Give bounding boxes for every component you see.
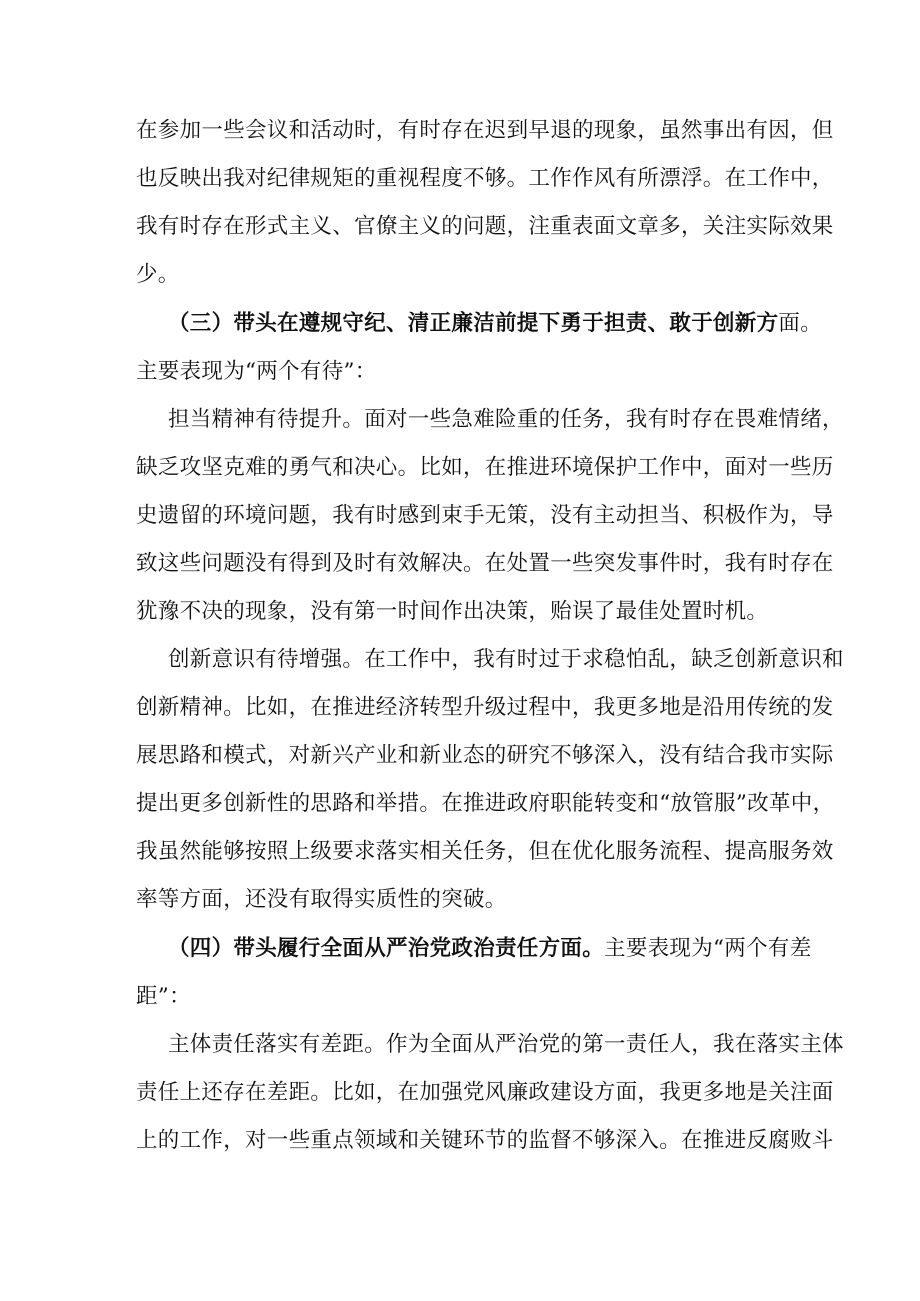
line-text: 少。 <box>136 262 180 287</box>
text-line <box>0 164 920 194</box>
line-text: 缺乏攻坚克难的勇气和决心。比如，在推进环境保护工作中，面对一些历 <box>136 455 834 480</box>
line-text: 主体责任落实有差距。作为全面从严治党的第一责任人，我在落实主体 <box>168 1032 844 1057</box>
line-text: 史遗留的环境问题，我有时感到束手无策，没有主动担当、积极作为，导 <box>136 503 834 528</box>
text-line <box>0 501 920 531</box>
line-text: 也反映出我对纪律规矩的重视程度不够。工作作风有所漂浮。在工作中， <box>136 166 834 191</box>
text-line <box>0 885 920 915</box>
text-line <box>0 597 920 627</box>
line-text: 主要表现为“两个有待”： <box>136 359 377 384</box>
text-line <box>0 982 920 1012</box>
text-line <box>0 1126 920 1156</box>
heading-plain-text: 主要表现为“两个有差 <box>604 936 812 961</box>
paragraph-first-line <box>0 1030 920 1060</box>
line-text: 责任上还存在差距。比如，在加强党风廉政建设方面，我更多地是关注面 <box>136 1080 834 1105</box>
line-text: 在参加一些会议和活动时，有时存在迟到早退的现象，虽然事出有因，但 <box>136 118 834 143</box>
line-text: 犹豫不决的现象，没有第一时间作出决策，贻误了最佳处置时机。 <box>136 599 769 624</box>
heading-bold-text: （三）带头在遵规守纪、清正廉洁前提下勇于担责、敢于创新方 <box>168 311 779 336</box>
heading-bold-text: （四）带头履行全面从严治党政治责任方面。 <box>168 936 605 961</box>
line-text: 率等方面，还没有取得实质性的突破。 <box>136 887 507 912</box>
text-line <box>0 212 920 242</box>
line-text: 提出更多创新性的思路和举措。在推进政府职能转变和“放管服”改革中， <box>136 791 835 816</box>
text-line <box>0 116 920 146</box>
section-heading-3 <box>0 309 920 339</box>
text-line <box>0 741 920 771</box>
text-line <box>0 549 920 579</box>
line-text: 展思路和模式，对新兴产业和新业态的研究不够深入，没有结合我市实际 <box>136 743 834 768</box>
line-text: 我有时存在形式主义、官僚主义的问题，注重表面文章多，关注实际效果 <box>136 214 834 239</box>
line-text: 我虽然能够按照上级要求落实相关任务，但在优化服务流程、提高服务效 <box>136 839 834 864</box>
line-text: 担当精神有待提升。面对一些急难险重的任务，我有时存在畏难情绪， <box>168 407 844 432</box>
text-line <box>0 260 920 290</box>
text-line <box>0 837 920 867</box>
text-line <box>0 1078 920 1108</box>
text-line <box>0 357 920 387</box>
paragraph-first-line <box>0 645 920 675</box>
heading-plain-text: 面。 <box>778 311 823 336</box>
paragraph-first-line <box>0 405 920 435</box>
text-line <box>0 693 920 723</box>
text-line <box>0 789 920 819</box>
line-text: 创新意识有待增强。在工作中，我有时过于求稳怕乱，缺乏创新意识和 <box>168 647 844 672</box>
line-text: 创新精神。比如，在推进经济转型升级过程中，我更多地是沿用传统的发 <box>136 695 834 720</box>
text-line <box>0 453 920 483</box>
line-text: 致这些问题没有得到及时有效解决。在处置一些突发事件时，我有时存在 <box>136 551 834 576</box>
line-text: 上的工作，对一些重点领域和关键环节的监督不够深入。在推进反腐败斗 <box>136 1128 834 1153</box>
section-heading-4 <box>0 934 920 964</box>
line-text: 距”： <box>136 984 191 1009</box>
